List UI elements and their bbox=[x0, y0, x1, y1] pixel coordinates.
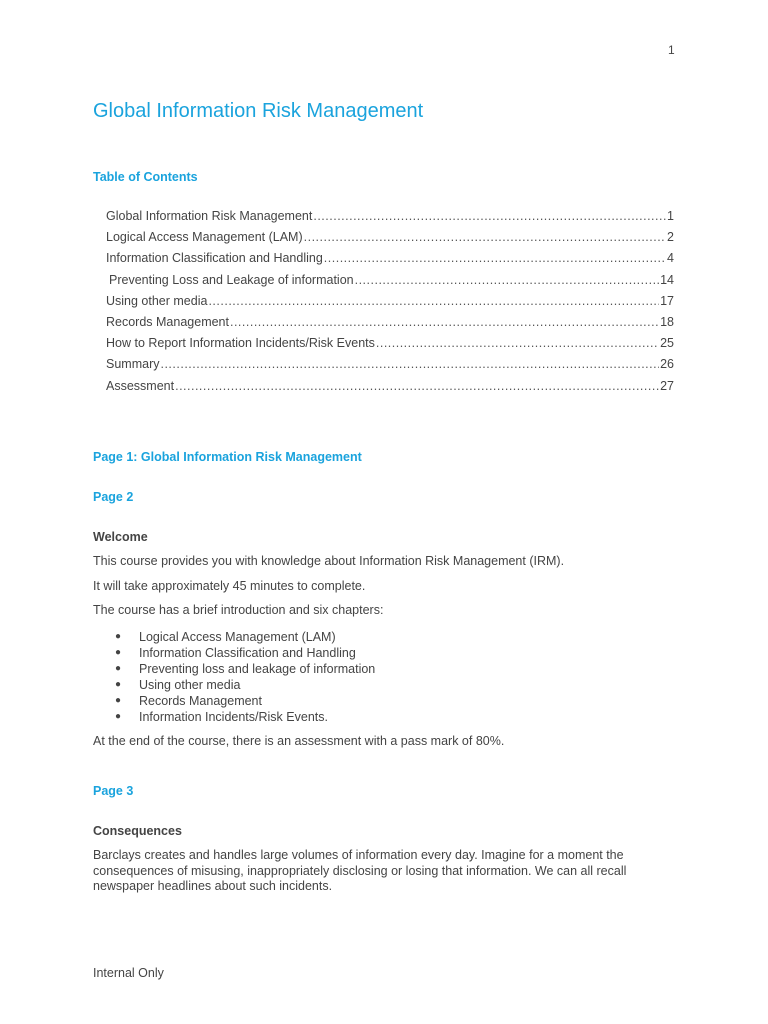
toc-leader-dots bbox=[355, 273, 659, 287]
page1-heading: Page 1: Global Information Risk Management bbox=[93, 450, 362, 464]
toc-leader-dots bbox=[324, 251, 666, 265]
toc-leader-dots bbox=[208, 294, 659, 308]
list-item-text: Records Management bbox=[139, 694, 262, 708]
page2-heading: Page 2 bbox=[93, 490, 134, 504]
assessment-paragraph: At the end of the course, there is an assessment with a pass mark of 80%. bbox=[93, 734, 505, 748]
list-item bbox=[93, 677, 375, 693]
consequences-heading: Consequences bbox=[93, 824, 182, 838]
toc-entry-label: Logical Access Management (LAM) bbox=[106, 230, 303, 245]
toc-entry[interactable] bbox=[106, 273, 674, 294]
toc-entry-page: 17 bbox=[660, 293, 674, 308]
toc-leader-dots bbox=[304, 230, 666, 244]
toc-entry[interactable] bbox=[106, 379, 674, 400]
toc-entry-page: 1 bbox=[667, 209, 674, 223]
bullet-icon: ● bbox=[115, 711, 122, 722]
toc-entry-label: Summary bbox=[106, 357, 160, 372]
toc-leader-dots bbox=[175, 379, 659, 393]
consequences-paragraph: Barclays creates and handles large volumes of information every day. Imagine for a moment the consequences of misusing, inappropriately disclosing or losing that information. We can all recall newspaper headlines about such incidents. bbox=[93, 848, 627, 893]
toc-entry[interactable] bbox=[106, 209, 674, 230]
toc-entry-label: How to Report Information Incidents/Risk Events bbox=[106, 336, 375, 351]
toc-entry-page: 27 bbox=[660, 378, 674, 393]
toc-entry-label: Global Information Risk Management bbox=[106, 209, 313, 223]
toc-leader-dots bbox=[376, 336, 659, 350]
toc-entry-label: Preventing Loss and Leakage of information bbox=[109, 272, 354, 287]
list-item-text: Information Classification and Handling bbox=[139, 646, 356, 660]
chapter-list bbox=[93, 629, 375, 725]
list-item bbox=[93, 629, 375, 645]
bullet-icon: ● bbox=[115, 663, 122, 674]
list-item-text: Information Incidents/Risk Events. bbox=[139, 710, 328, 724]
list-item bbox=[93, 693, 375, 709]
toc-entry[interactable] bbox=[106, 336, 674, 357]
list-item-text: Preventing loss and leakage of information bbox=[139, 662, 376, 676]
toc-entry[interactable] bbox=[106, 251, 674, 272]
toc-entry-page: 4 bbox=[667, 251, 674, 266]
welcome-heading: Welcome bbox=[93, 530, 148, 544]
toc-leader-dots bbox=[160, 357, 659, 371]
toc-entry[interactable] bbox=[106, 230, 674, 251]
footer-classification: Internal Only bbox=[93, 966, 164, 980]
toc-heading: Table of Contents bbox=[93, 170, 198, 184]
page3-heading: Page 3 bbox=[93, 784, 134, 798]
bullet-icon: ● bbox=[115, 695, 122, 706]
toc-entry-label: Assessment bbox=[106, 378, 175, 393]
toc-entry-label: Records Management bbox=[106, 314, 229, 329]
page-number: 1 bbox=[668, 43, 675, 57]
duration-paragraph: It will take approximately 45 minutes to complete. bbox=[93, 579, 366, 593]
toc-leader-dots bbox=[313, 209, 666, 223]
toc-entry-page: 18 bbox=[660, 314, 674, 329]
intro-paragraph: This course provides you with knowledge about Information Risk Management (IRM). bbox=[93, 554, 565, 568]
table-of-contents bbox=[106, 209, 674, 400]
chapters-intro-paragraph: The course has a brief introduction and six chapters: bbox=[93, 603, 384, 617]
bullet-icon: ● bbox=[115, 647, 122, 658]
toc-entry-label: Using other media bbox=[106, 293, 208, 308]
toc-entry-page: 26 bbox=[660, 357, 674, 372]
list-item bbox=[93, 709, 375, 725]
toc-entry-label: Information Classification and Handling bbox=[106, 251, 323, 266]
toc-leader-dots bbox=[230, 315, 659, 329]
list-item bbox=[93, 661, 375, 677]
toc-entry[interactable] bbox=[106, 294, 674, 315]
toc-entry-page: 25 bbox=[660, 336, 674, 351]
list-item-text: Using other media bbox=[139, 678, 241, 692]
document-title: Global Information Risk Management bbox=[93, 100, 424, 122]
toc-entry-page: 14 bbox=[660, 272, 674, 287]
toc-entry-page: 2 bbox=[667, 230, 674, 245]
toc-entry[interactable] bbox=[106, 315, 674, 336]
bullet-icon: ● bbox=[115, 679, 122, 690]
list-item-text: Logical Access Management (LAM) bbox=[139, 630, 336, 644]
bullet-icon: ● bbox=[115, 631, 122, 642]
list-item bbox=[93, 645, 375, 661]
toc-entry[interactable] bbox=[106, 357, 674, 378]
